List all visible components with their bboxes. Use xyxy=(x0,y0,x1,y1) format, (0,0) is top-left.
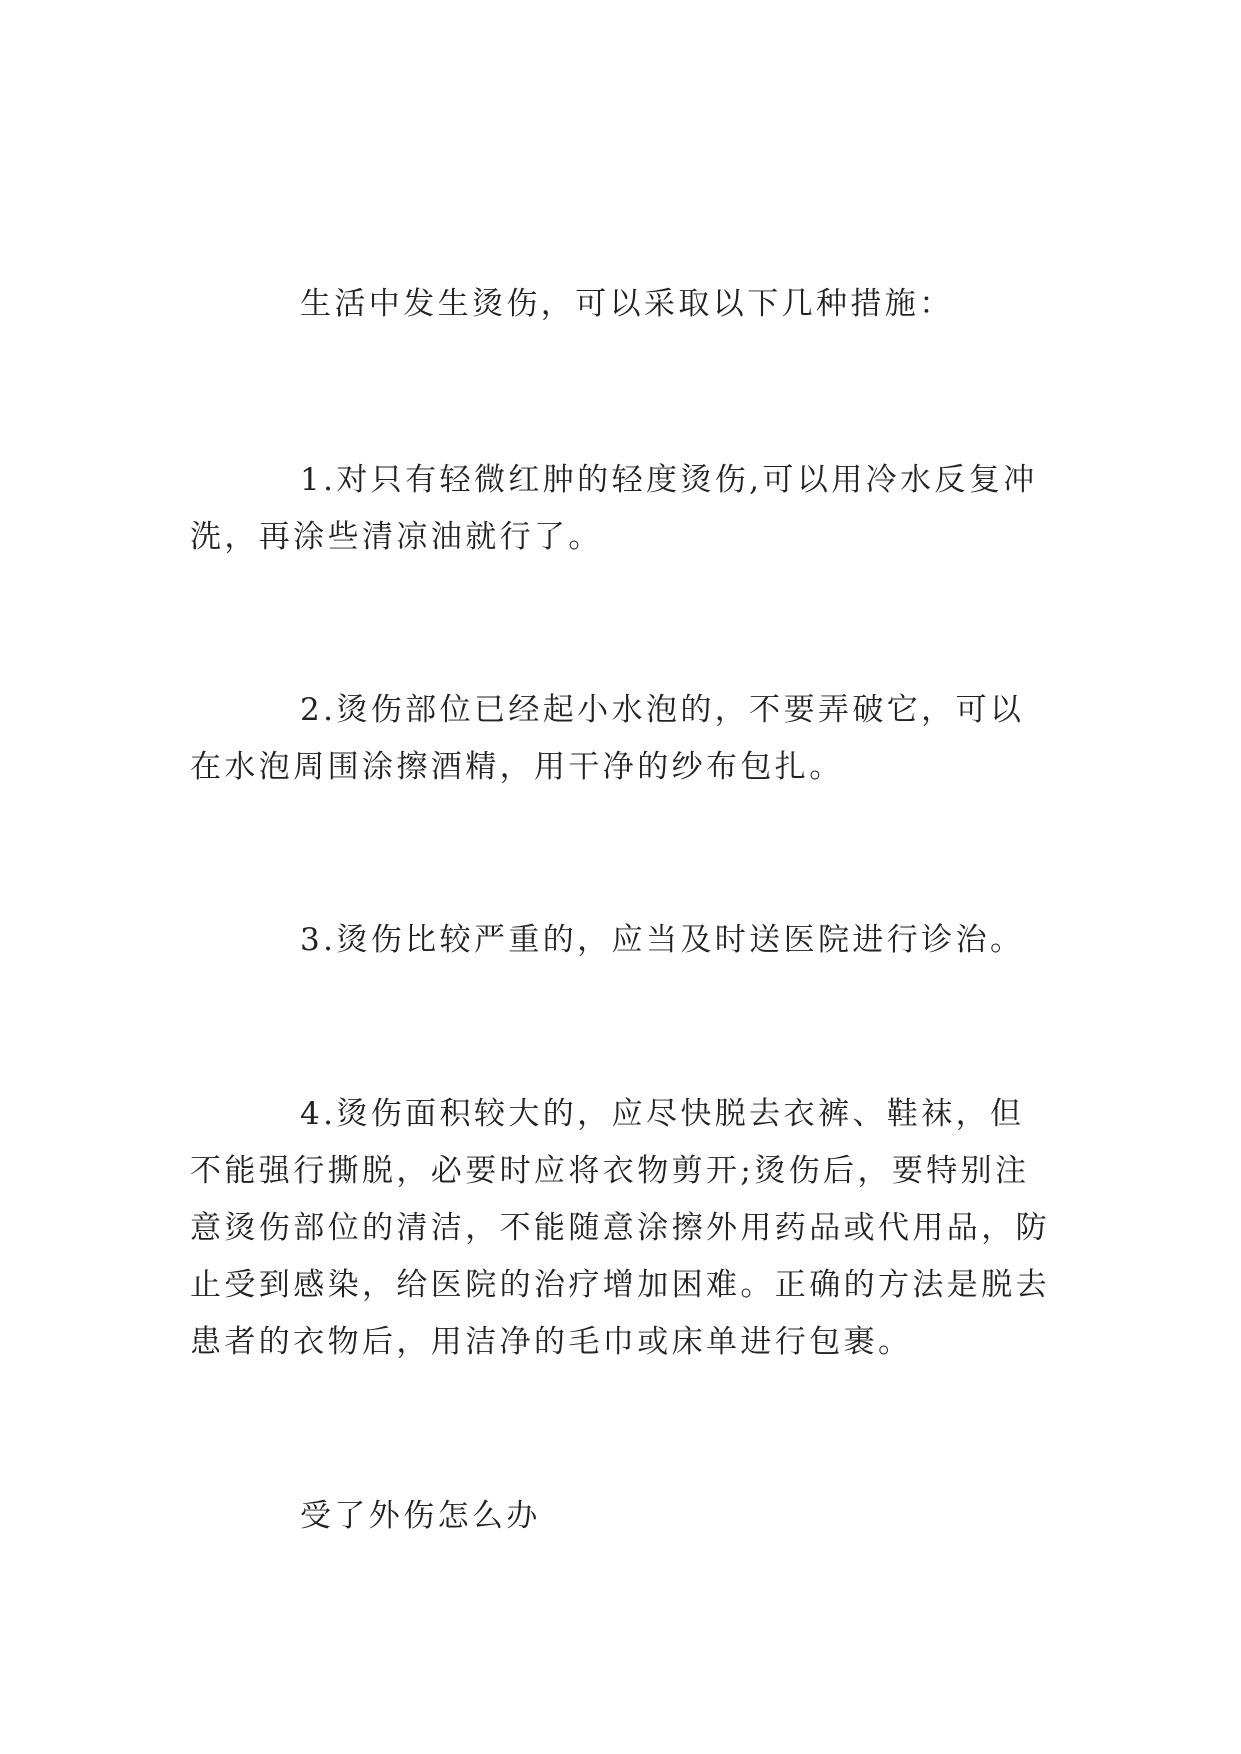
measure-2-paragraph: 2.烫伤部位已经起小水泡的，不要弄破它，可以在水泡周围涂擦酒精，用干净的纱布包扎。 xyxy=(190,692,1025,785)
section-heading: 受了外伤怎么办 xyxy=(300,1498,541,1534)
measure-1-paragraph: 1.对只有轻微红肿的轻度烫伤,可以用冷水反复冲洗，再涂些清凉油就行了。 xyxy=(190,462,1038,555)
measure-4-paragraph: 4.烫伤面积较大的，应尽快脱去衣裤、鞋袜，但不能强行撕脱，必要时应将衣物剪开;烫伤后，要特别注意烫伤部位的清洁，不能随意涂擦外用药品或代用品，防止受到感染，给医院的治疗增加困难。正确的方法是脱去患者的衣物后，用洁净的毛巾或床单进行包裹。 xyxy=(190,1096,1050,1360)
measure-3-paragraph: 3.烫伤比较严重的，应当及时送医院进行诊治。 xyxy=(300,922,1025,958)
intro-paragraph: 生活中发生烫伤，可以采取以下几种措施： xyxy=(300,286,954,322)
